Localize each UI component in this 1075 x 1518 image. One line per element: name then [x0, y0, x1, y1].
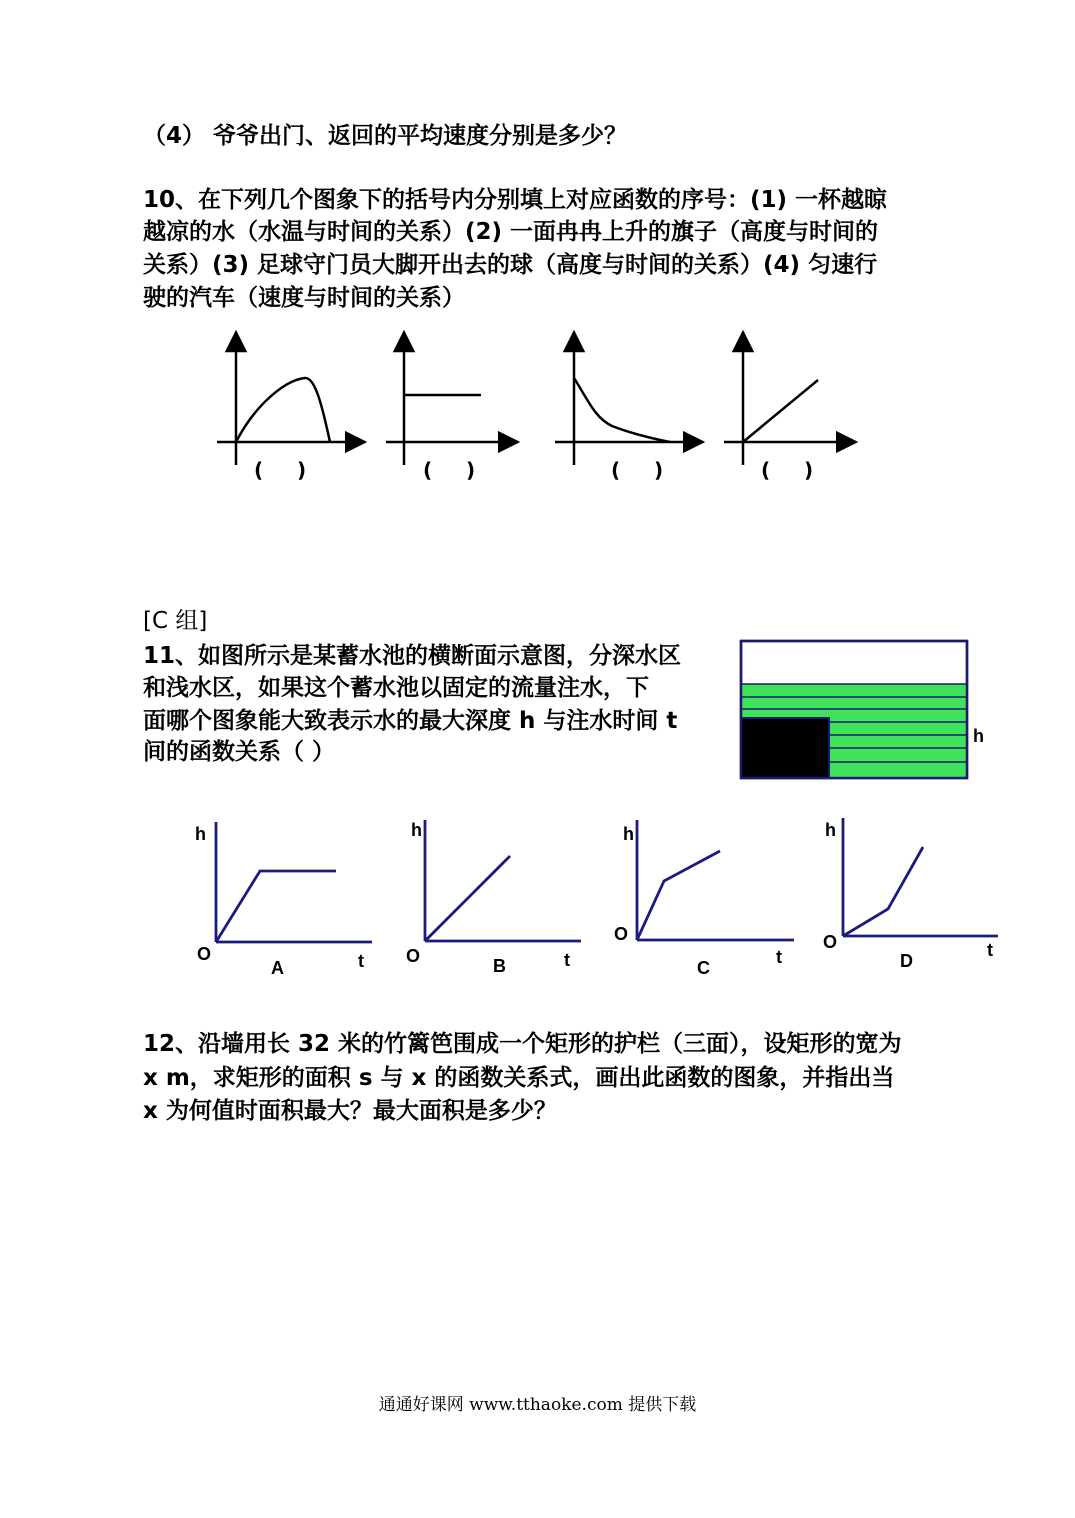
graph-a-y-label: h: [195, 824, 206, 844]
question-10-line-3: 关系）(3) 足球守门员大脚开出去的球（高度与时间的关系）(4) 匀速行: [143, 252, 878, 278]
option-graph-c: [637, 820, 794, 940]
question-12-line-2: x m，求矩形的面积 s 与 x 的函数关系式，画出此函数的图象，并指出当: [143, 1065, 895, 1091]
graph-a-x-label: t: [358, 951, 364, 971]
paren-open-4: (: [761, 458, 771, 482]
pool-depth-label: h: [973, 726, 984, 746]
footer-credit: 通通好课网 www.tthaoke.com 提供下载: [378, 1395, 697, 1415]
pool-diagram: [741, 641, 967, 778]
option-graph-a: [216, 822, 372, 942]
paren-close-1: ): [297, 458, 307, 482]
paren-open-3: (: [611, 458, 621, 482]
shallow-block: [741, 718, 829, 778]
graph-a-origin: O: [197, 944, 212, 964]
question-12-line-3: x 为何值时面积最大？最大面积是多少？: [143, 1098, 557, 1124]
question-10-line-2: 越凉的水（水温与时间的关系）(2) 一面冉冉上升的旗子（高度与时间的: [143, 219, 879, 245]
graph-b-x-label: t: [564, 950, 570, 970]
graph-c-origin: O: [614, 924, 629, 944]
q10-graph-2: [386, 332, 518, 465]
question-11-line-3: 面哪个图象能大致表示水的最大深度 h 与注水时间 t: [143, 708, 678, 734]
c-group-heading: [C 组]: [143, 608, 208, 634]
q10-answer-parens: [254, 458, 813, 482]
graph-line: [425, 856, 510, 941]
graph-line: [637, 851, 720, 940]
graph-line: [216, 871, 336, 942]
curve-arch: [236, 378, 330, 442]
question-10-line-4: 驶的汽车（速度与时间的关系）: [143, 285, 465, 311]
graph-d-x-label: t: [987, 940, 993, 960]
paren-close-4: ): [804, 458, 814, 482]
graph-b-y-label: h: [411, 820, 422, 840]
paren-close-2: ): [466, 458, 476, 482]
graph-d-origin: O: [823, 932, 838, 952]
option-a-label: A: [271, 958, 284, 978]
question-11-line-4: 间的函数关系（ ）: [143, 739, 336, 765]
graph-line: [843, 847, 923, 936]
paren-open-2: (: [423, 458, 433, 482]
option-graph-labels: [195, 820, 993, 978]
option-c-label: C: [697, 958, 710, 978]
question-11-line-2: 和浅水区，如果这个蓄水池以固定的流量注水，下: [143, 675, 649, 701]
paren-open-1: (: [254, 458, 264, 482]
question-11-line-1: 11、如图所示是某蓄水池的横断面示意图，分深水区: [143, 643, 682, 669]
option-b-label: B: [493, 956, 506, 976]
q10-graph-1: [217, 332, 365, 465]
graph-c-x-label: t: [776, 947, 782, 967]
paren-close-3: ): [654, 458, 664, 482]
question-10-line-1: 10、在下列几个图象下的括号内分别填上对应函数的序号：(1) 一杯越晾: [143, 187, 888, 213]
option-d-label: D: [900, 951, 913, 971]
q10-graph-3: [555, 332, 703, 465]
q10-graph-4: [724, 332, 856, 465]
decay-curve: [574, 378, 670, 442]
option-graph-d: [843, 818, 998, 936]
graph-d-y-label: h: [825, 820, 836, 840]
linear-line: [743, 380, 818, 442]
option-graph-b: [425, 820, 581, 941]
graph-c-y-label: h: [623, 824, 634, 844]
question-4: （4） 爷爷出门、返回的平均速度分别是多少？: [143, 123, 628, 149]
question-12-line-1: 12、沿墙用长 32 米的竹篱笆围成一个矩形的护栏（三面），设矩形的宽为: [143, 1031, 902, 1057]
graph-b-origin: O: [406, 946, 421, 966]
